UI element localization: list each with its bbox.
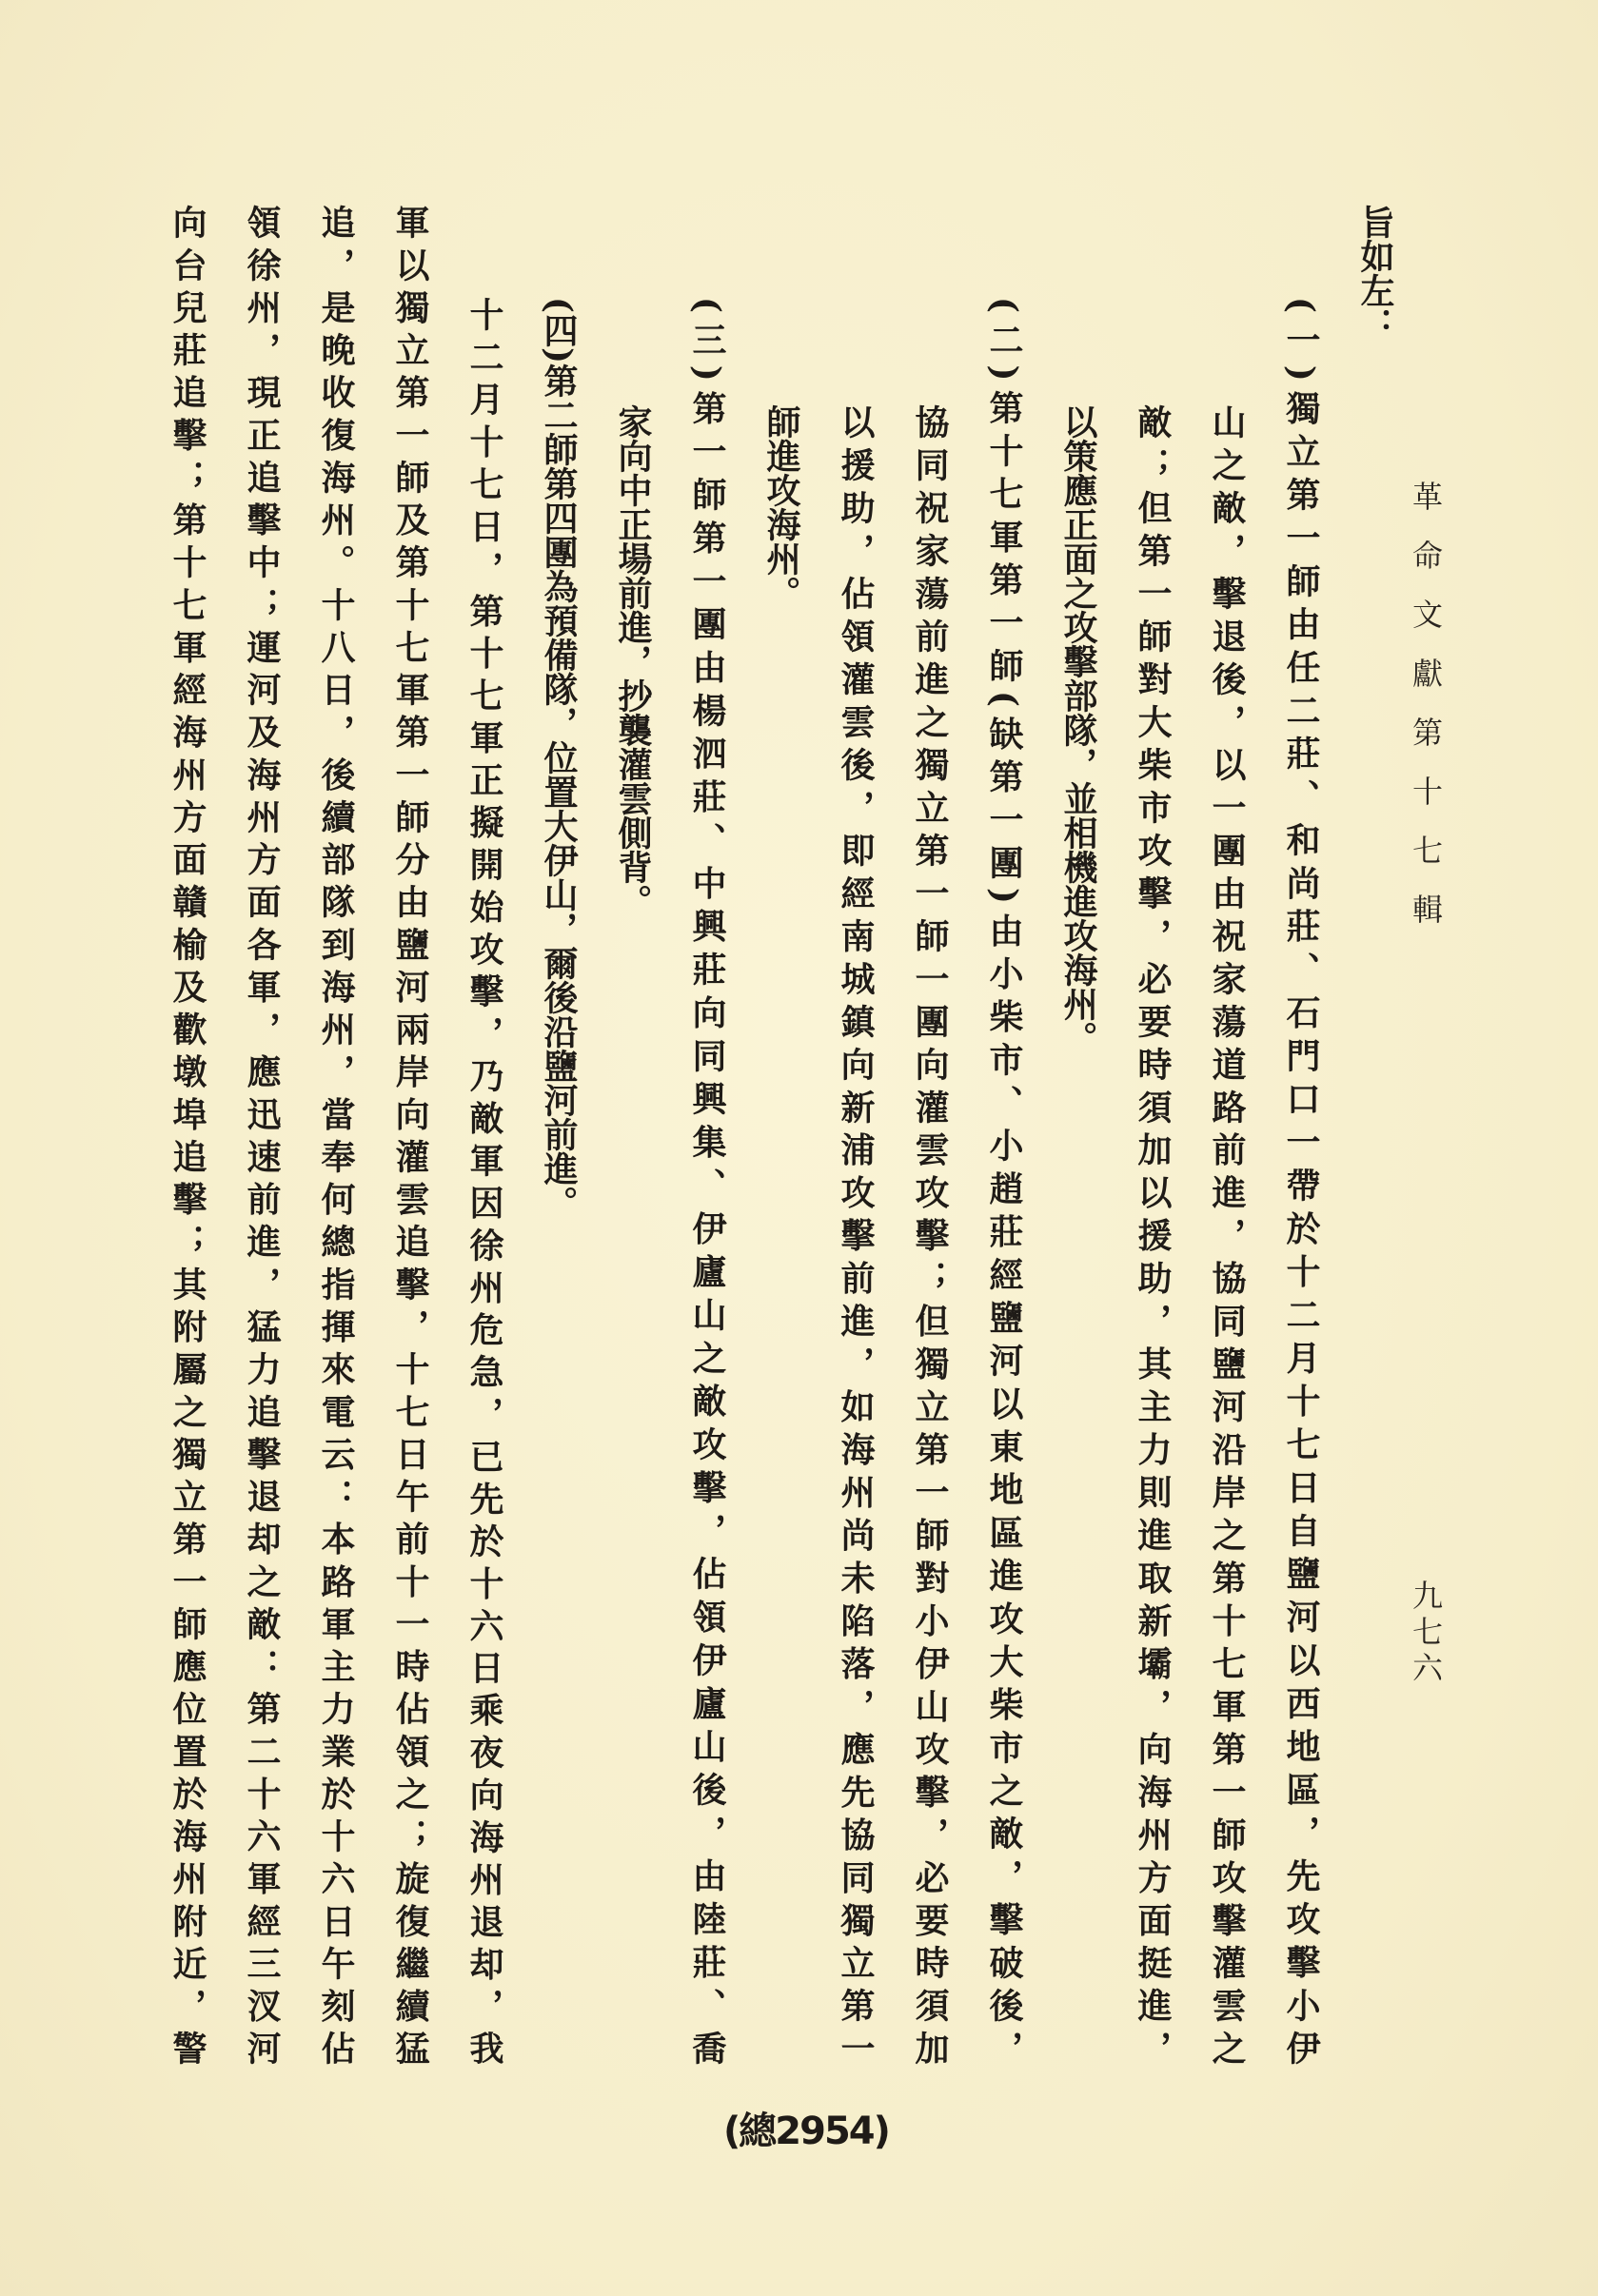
text-column-4: 敵；但第一師對大柴市攻擊，必要時須加以援助，其主力則進取新壩，向海州方面挺進， <box>1133 404 1173 2065</box>
text-column-12: (四)第二師第四團為預備隊，位置大伊山，爾後沿鹽河前進。 <box>539 297 579 1221</box>
text-column-13: 十二月十七日，第十七軍正擬開始攻擊，乃敵軍因徐州危急，已先於十六日乘夜向海州退却，我 <box>464 297 504 2065</box>
text-column-11: 家向中正場前進，抄襲灌雲側背。 <box>613 404 653 918</box>
text-column-8: 以援助，佔領灌雲後，即經南城鎮向新浦攻擊前進，如海州尚未陷落，應先協同獨立第一 <box>836 404 876 2065</box>
text-column-10: (三)第一師第一團由楊泗莊、中興莊向同興集、伊廬山之敵攻擊，佔領伊廬山後，由陸莊、喬 <box>687 297 727 2065</box>
text-column-15: 追，是晚收復海州。十八日，後續部隊到海州，當奉何總指揮來電云：本路軍主力業於十六日午刻佔 <box>316 205 356 2065</box>
text-column-16: 領徐州，現正追擊中；運河及海州方面各軍，應迅速前進，猛力追擊退却之敵：第二十六軍經三汊河 <box>242 205 282 2065</box>
page-number: 九七六 <box>1408 1580 1444 1688</box>
text-column-7: 協同祝家蕩前進之獨立第一師一團向灌雲攻擊；但獨立第一師對小伊山攻擊，必要時須加 <box>910 404 950 2065</box>
total-page-number: (總2954) <box>723 2110 889 2153</box>
text-column-6: (二)第十七軍第一師(缺第一團)由小柴市、小趙莊經鹽河以東地區進攻大柴市之敵，擊破後， <box>984 297 1024 2065</box>
running-header-book-title: 革命文獻第十七輯 <box>1408 481 1444 952</box>
text-column-5: 以策應正面之攻擊部隊，並相機進攻海州。 <box>1058 404 1098 1055</box>
text-column-9: 師進攻海州。 <box>761 404 801 610</box>
text-column-17: 向台兒莊追擊；第十七軍經海州方面贛榆及歡墩埠追擊；其附屬之獨立第一師應位置於海州附近，警 <box>168 205 207 2065</box>
text-column-3: 山之敵，擊退後，以一團由祝家蕩道路前進，協同鹽河沿岸之第十七軍第一師攻擊灌雲之 <box>1207 404 1247 2065</box>
text-column-14: 軍以獨立第一師及第十七軍第一師分由鹽河兩岸向灌雲追擊，十七日午前十一時佔領之；旋復繼續猛 <box>390 205 430 2065</box>
text-column-2: (一)獨立第一師由任二莊、和尚莊、石門口一帶於十二月十七日自鹽河以西地區，先攻擊小伊 <box>1281 297 1321 2065</box>
text-column-1: 旨如左： <box>1355 205 1395 342</box>
